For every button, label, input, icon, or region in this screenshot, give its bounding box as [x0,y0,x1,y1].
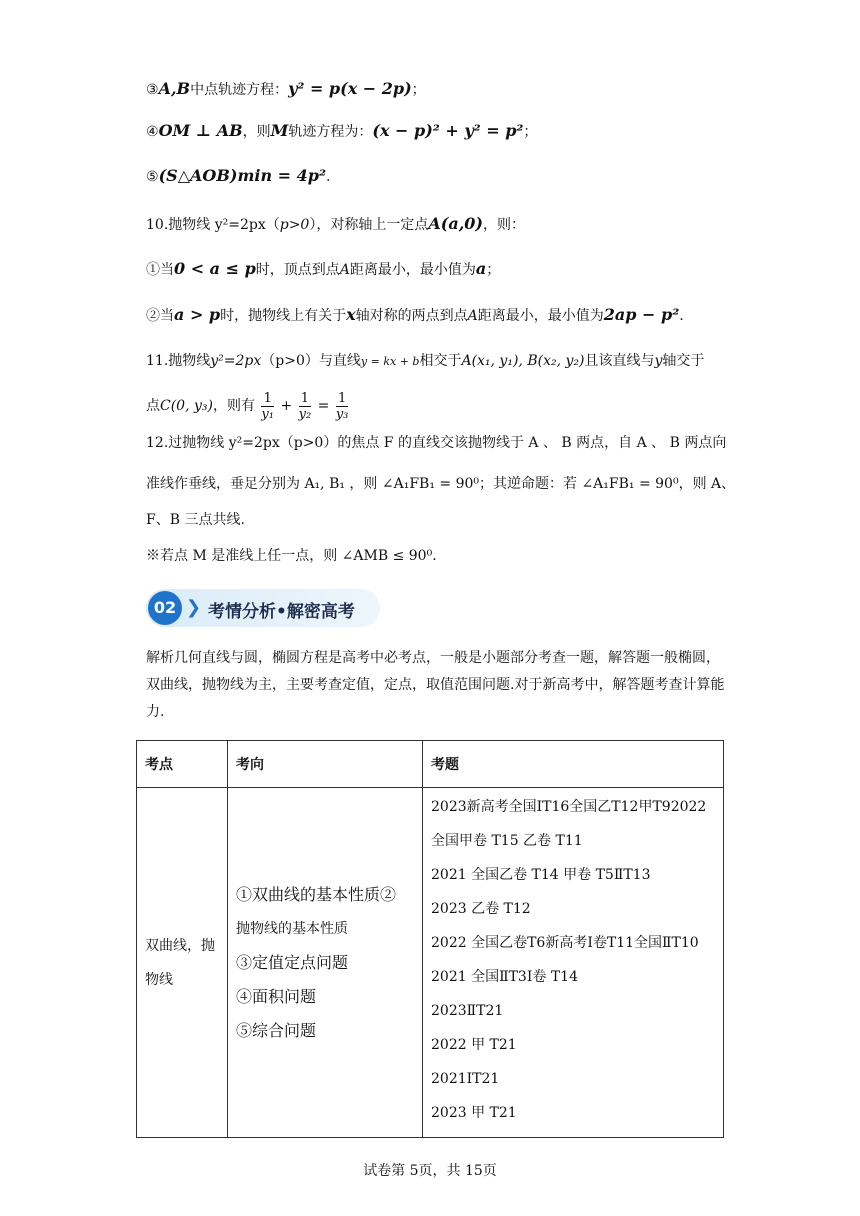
denominator: y₁ [261,406,274,422]
formula-line-4 [146,121,537,142]
topic-text: 双曲线，抛物线 [145,937,215,988]
header-topic: 考点 [137,741,228,788]
fraction-2 [299,391,312,422]
chevron-right-icon: ❯ [186,597,202,618]
math-value: 2ap − p² [603,305,680,324]
page-footer: 试卷第 5页，共 15页 [363,1163,497,1179]
direction-item: 抛物线的基本性质 [236,920,348,937]
text: ，则有 [212,398,255,414]
question-ref: 2022 全国乙卷T6新高考Ⅰ卷T11全国ⅡT10 [431,935,699,951]
math-condition: p>0 [279,217,310,233]
item-10-case-1 [146,259,500,280]
item-marker: ③ [146,82,159,98]
item-11 [146,351,704,372]
numerator: 1 [261,391,274,407]
section-number-badge: 02 [148,591,182,625]
item-marker: ④ [146,124,159,140]
direction-item: ①双曲线的基本性质② [236,884,397,904]
text: 时，抛物线上有关于 [220,308,347,324]
item-11-result [146,385,350,427]
fraction-1 [261,391,274,422]
text: 时，顶点到点 [255,262,340,278]
numerator: 1 [336,391,349,407]
item-12: 12.过抛物线 y²=2px（p>0）的焦点 F 的直线交该抛物线于 A 、 B 两点，自 A 、 B 两点向 [146,435,727,451]
text: 轴对称的两点到点 [355,308,468,324]
text: 点 [146,398,160,414]
text: ，则 [242,124,271,140]
text: 距离最小，最小值为 [477,308,604,324]
direction-item: ⑤综合问题 [236,1020,317,1040]
header-direction: 考向 [228,741,423,788]
header-questions: 考题 [423,741,724,788]
operator: + [280,398,293,414]
text: 中点轨迹方程： [190,82,289,98]
math-equation: y² = p(x − 2p) [288,79,412,98]
fraction-3 [336,391,349,422]
denominator: y₂ [298,406,312,422]
text: 轴交于 [662,353,705,369]
item-12-end: F、B 三点共线. [146,512,245,528]
math-line: y = kx + b [360,355,420,368]
math-equation: y²=2px [210,353,262,369]
operator: = [317,398,330,414]
question-ref: 2023 甲 T21 [431,1105,517,1121]
denominator: y₃ [335,406,349,422]
math-equation: (x − p)² + y² = p² [372,121,524,140]
math-condition: 0 < a ≤ p [174,259,256,278]
text: ； [486,262,501,278]
math-condition: a > p [174,305,221,324]
question-ref: 2023 乙卷 T12 [431,901,531,917]
math-a: A [467,308,478,324]
table-header-row [137,741,724,788]
topic-cell [137,788,228,1138]
item-10-case-2 [146,305,684,326]
question-ref: 2021 全国乙卷 T14 甲卷 T5ⅡT13 [431,867,651,883]
text: . [325,169,331,185]
text: ； [411,82,426,98]
text: ①当 [146,262,174,278]
text: ，则： [482,217,525,233]
text: ），对称轴上一定点 [309,217,429,233]
questions-cell [423,788,724,1138]
math-a: A [339,262,350,278]
math-perp: OM ⊥ AB [158,121,243,140]
text: ； [523,124,538,140]
question-ref: 全国甲卷 T15 乙卷 T11 [431,833,583,849]
intro-paragraph: 解析几何直线与圆，椭圆方程是高考中必考点，一般是小题部分考查一题，解答题一般椭圆，双曲线，抛物线为主，主要考查定值，定点，取值范围问题.对于新高考中，解答题考查计算能力. [146,650,725,720]
text: 10.抛物线 y²=2px（ [146,217,280,233]
question-ref: 2021 全国ⅡT3Ⅰ卷 T14 [431,969,578,985]
formula-line-3 [146,79,426,100]
note-line: ※若点 M 是准线上任一点，则 ∠AMB ≤ 90⁰. [146,548,437,564]
math-point: C(0, y₃) [160,398,213,414]
math-x: x [346,305,356,324]
text: 11.抛物线 [146,353,211,369]
math-ab: A,B [158,79,191,98]
text: 相交于 [419,353,462,369]
text: 轨迹方程为： [288,124,373,140]
direction-item: ③定值定点问题 [236,952,349,972]
direction-item: ④面积问题 [236,986,317,1006]
text: . [679,308,684,324]
item-marker: ⑤ [146,169,159,185]
exam-analysis-table [136,740,724,1138]
math-y: y [654,353,663,369]
question-ref: 2021ⅠT21 [431,1071,500,1087]
question-ref: 2023新高考全国ⅠT16全国乙T12甲T92022 [431,799,707,815]
question-ref: 2023ⅡT21 [431,1003,504,1019]
question-ref: 2022 甲 T21 [431,1037,517,1053]
text: 距离最小，最小值为 [349,262,476,278]
section-banner [146,589,392,627]
table-row [137,788,724,1138]
math-equation: (S△AOB)min = 4p² [158,166,326,185]
text: ②当 [146,308,174,324]
math-points: A(x₁, y₁), B(x₂, y₂) [461,353,585,369]
math-point: A(a,0) [428,214,483,233]
direction-cell [228,788,423,1138]
numerator: 1 [299,391,312,407]
item-10 [146,214,525,235]
item-12-cont: 准线作垂线，垂足分别为 A₁, B₁ ，则 ∠A₁FB₁ = 90⁰；其逆命题：若 ∠A₁FB₁ = 90⁰，则 A、 [146,476,736,492]
math-value: a [475,259,487,278]
text: 且该直线与 [584,353,655,369]
text: （p>0）与直线 [261,353,361,369]
math-m: M [270,121,289,140]
formula-line-5 [146,166,330,187]
section-title: 考情分析•解密高考 [208,602,355,622]
